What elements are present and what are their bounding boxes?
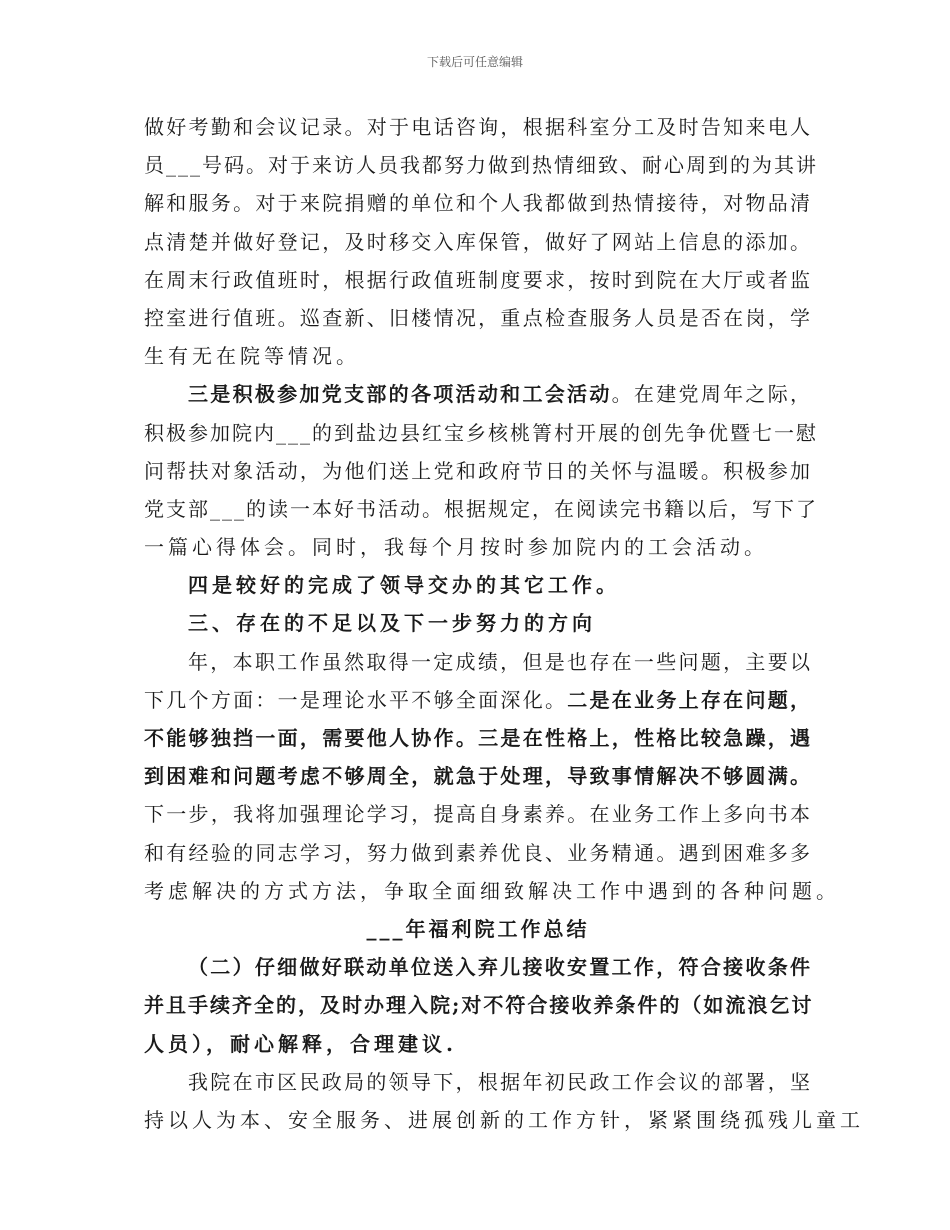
text-segment: 下几个方面：一是理论水平不够全面深化。 bbox=[144, 687, 568, 712]
text-line bbox=[144, 948, 812, 986]
text-line bbox=[144, 375, 812, 413]
bold-text-segment: （二）仔细做好联动单位送入弃儿接收安置工作，符合接收条件 bbox=[188, 955, 812, 980]
text-line bbox=[144, 299, 812, 337]
text-line bbox=[144, 910, 812, 948]
text-line bbox=[144, 834, 812, 872]
bold-text-segment: 不能够独挡一面，需要他人协作。三是在性格上，性格比较急躁，遇 bbox=[144, 726, 812, 750]
text-line bbox=[144, 643, 812, 681]
text-segment: 年，本职工作虽然取得一定成绩，但是也存在一些问题，主要以 bbox=[188, 649, 812, 674]
bold-text-segment: 三、存在的不足以及下一步努力的方向 bbox=[188, 611, 596, 636]
document-body bbox=[144, 108, 864, 1139]
text-segment: 一篇心得体会。同时，我每个月按时参加院内的工会活动。 bbox=[144, 535, 768, 560]
text-line bbox=[144, 146, 818, 184]
text-segment: 考虑解决的方式方法，争取全面细致解决工作中遇到的各种问题。 bbox=[144, 878, 840, 903]
text-segment: 积极参加院内___的到盐边县红宝乡核桃箐村开展的创先争优暨七一慰 bbox=[144, 420, 818, 445]
text-segment: 持以人为本、安全服务、进展创新的工作方针，紧紧围绕孤残儿童工 bbox=[144, 1107, 864, 1132]
text-line bbox=[144, 719, 812, 757]
text-segment: 在周末行政值班时，根据行政值班制度要求，按时到院在大厅或者监 bbox=[144, 267, 812, 292]
header-note: 下载后可任意编辑 bbox=[426, 55, 523, 69]
text-segment: 员___号码。对于来访人员我都努力做到热情细致、耐心周到的为其讲 bbox=[144, 153, 818, 178]
text-line bbox=[144, 1063, 812, 1101]
text-segment: 问帮扶对象活动，为他们送上党和政府节日的关怀与温暖。积极参加 bbox=[144, 458, 812, 483]
text-line bbox=[144, 261, 812, 299]
bold-text-segment: 四是较好的完成了领导交办的其它工作。 bbox=[188, 573, 620, 598]
text-segment: 。在建党周年之际， bbox=[611, 382, 813, 407]
text-line bbox=[144, 872, 840, 910]
text-line bbox=[144, 1025, 812, 1063]
text-line bbox=[144, 604, 812, 642]
text-segment: 和有经验的同志学习，努力做到素养优良、业务精通。遇到困难多多 bbox=[144, 840, 812, 865]
text-line bbox=[144, 1101, 864, 1139]
bold-text-segment: 并且手续齐全的，及时办理入院;对不符合接收养条件的（如流浪乞讨 bbox=[144, 993, 814, 1018]
text-line bbox=[144, 757, 812, 795]
text-segment: 控室进行值班。巡查新、旧楼情况，重点检查服务人员是否在岗，学 bbox=[144, 305, 812, 330]
text-line bbox=[144, 108, 812, 146]
text-line bbox=[144, 184, 812, 222]
bold-text-segment: 三是积极参加党支部的各项活动和工会活动 bbox=[188, 382, 612, 407]
text-line bbox=[144, 795, 812, 833]
text-segment: 下一步，我将加强理论学习，提高自身素养。在业务工作上多向书本 bbox=[144, 802, 812, 827]
text-line bbox=[144, 566, 812, 604]
bold-text-segment: ___年福利院工作总结 bbox=[366, 916, 590, 941]
text-line bbox=[144, 223, 812, 261]
text-segment: 党支部___的读一本好书活动。根据规定，在阅读完书籍以后，写下了 bbox=[144, 496, 818, 521]
text-segment: 做好考勤和会议记录。对于电话咨询，根据科室分工及时告知来电人 bbox=[144, 115, 812, 139]
text-segment: 生有无在院等情况。 bbox=[144, 344, 360, 369]
text-line bbox=[144, 681, 812, 719]
text-line bbox=[144, 337, 812, 375]
bold-text-segment: 人员），耐心解释，合理建议. bbox=[144, 1031, 457, 1056]
bold-text-segment: 二是在业务上存在问题， bbox=[567, 687, 813, 712]
text-line bbox=[144, 528, 812, 566]
text-line bbox=[144, 414, 818, 452]
text-segment: 点清楚并做好登记，及时移交入库保管，做好了网站上信息的添加。 bbox=[144, 229, 812, 254]
text-segment: 解和服务。对于来院捐赠的单位和个人我都做到热情接待，对物品清 bbox=[144, 191, 812, 216]
text-segment: 我院在市区民政局的领导下，根据年初民政工作会议的部署，坚 bbox=[188, 1069, 812, 1094]
bold-text-segment: 到困难和问题考虑不够周全，就急于处理，导致事情解决不够圆满。 bbox=[144, 764, 812, 789]
text-line bbox=[144, 452, 812, 490]
text-line bbox=[144, 490, 818, 528]
text-line bbox=[144, 986, 812, 1024]
